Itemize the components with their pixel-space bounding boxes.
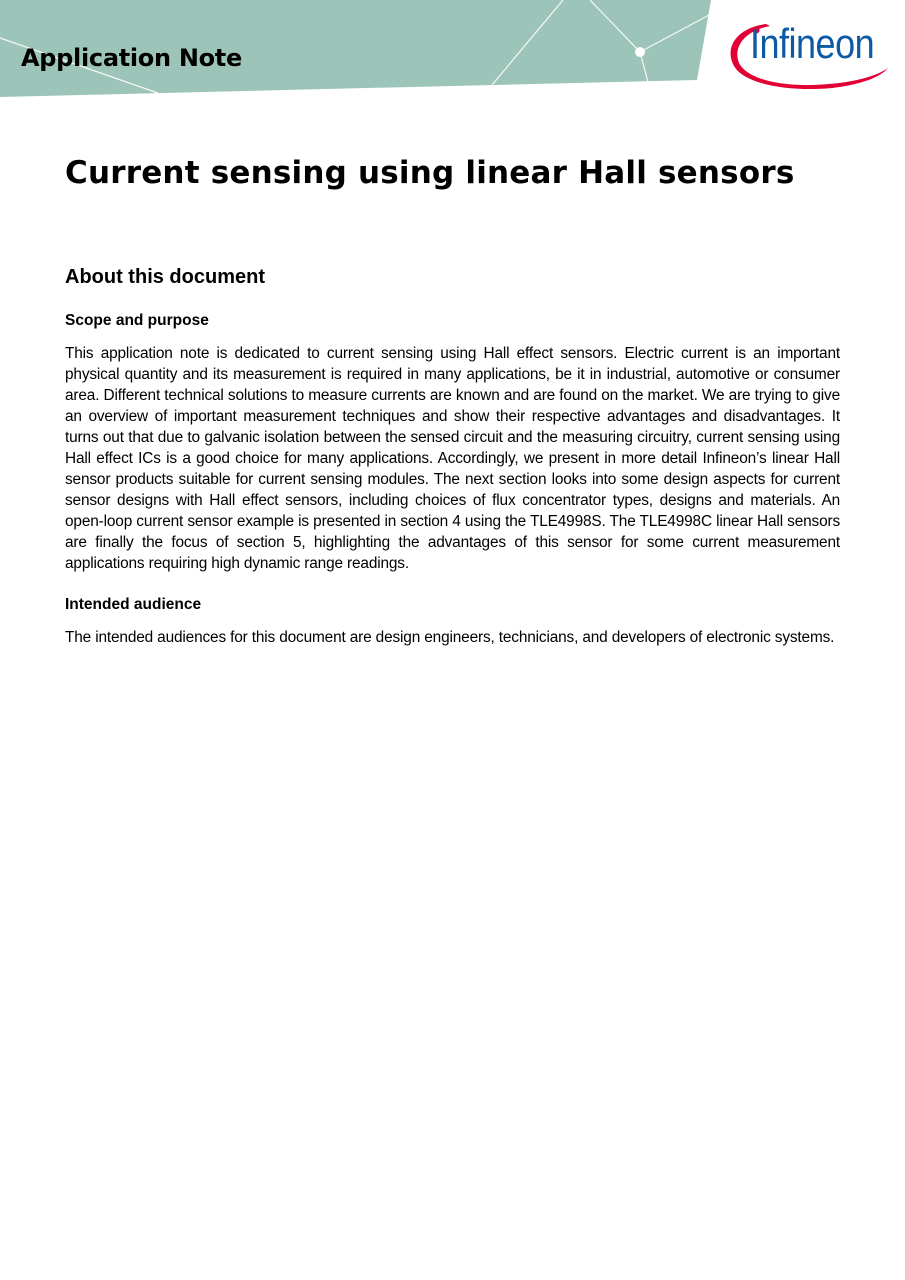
audience-paragraph: The intended audiences for this document are design engineers, technicians, and developers of electronic systems.: [65, 629, 835, 646]
scope-paragraph: This application note is dedicated to current sensing using Hall effect sensors. Electric current is an important physical quantity and its measurement is required in many applications, be it in industrial, automotive or consumer area. Different technical solutions to measure currents are known and are found on the market. We are trying to give an overview of important measurement techniques and show their respective advantages and disadvantages. It turns out that due to galvanic isolation between the sensed circuit and the measuring circuitry, current sensing using Hall effect ICs is a good choice for many applications. Accordingly, we present in more detail Infineon’s linear Hall sensor products suitable for current sensing modules. The next section looks into some design aspects for current sensor designs with Hall effect sensors, including choices of flux concentrator types, designs and materials. An open-loop current sensor example is presented in section 4 using the TLE4998S. The TLE4998C linear Hall sensors are finally the focus of section 5, highlighting the advantages of this sensor for some current measurement applications requiring high dynamic range readings.: [65, 345, 840, 572]
scope-heading: Scope and purpose: [65, 312, 209, 329]
document-type-label: Application Note: [21, 44, 242, 72]
document-title: Current sensing using linear Hall sensors: [65, 155, 795, 191]
audience-heading: Intended audience: [65, 596, 202, 613]
about-heading: About this document: [65, 266, 265, 288]
logo-wordmark: Infineon: [750, 20, 875, 68]
infineon-logo: [728, 18, 890, 94]
